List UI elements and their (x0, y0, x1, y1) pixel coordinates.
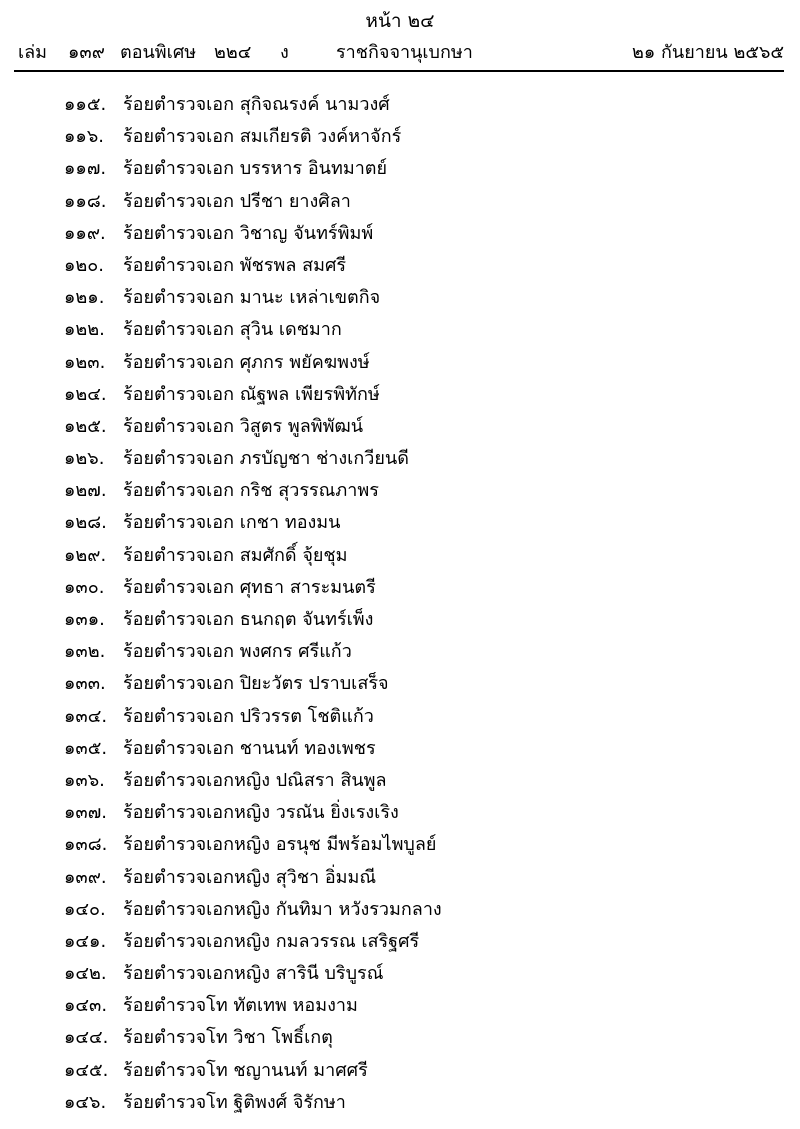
item-number: ๑๔๓. (64, 995, 108, 1017)
item-name: ร้อยตำรวจเอก มานะ เหล่าเขตกิจ (123, 287, 381, 309)
item-name: ร้อยตำรวจเอก ชานนท์ ทองเพชร (123, 737, 376, 759)
item-number: ๑๒๙. (64, 544, 107, 566)
list-item (0, 475, 800, 507)
list-item (0, 701, 800, 733)
item-name: ร้อยตำรวจเอก กริช สุวรรณภาพร (123, 480, 379, 502)
publication-date: ๒๑ กันยายน ๒๕๖๕ (632, 42, 784, 63)
list-item (0, 153, 800, 185)
list-item (0, 765, 800, 797)
item-name: ร้อยตำรวจเอก พัชรพล สมศรี (123, 254, 347, 276)
item-number: ๑๓๔. (64, 705, 108, 727)
item-name: ร้อยตำรวจเอกหญิง กันทิมา หวังรวมกลาง (123, 898, 442, 920)
name-list (0, 89, 800, 1119)
item-number: ๑๒๗. (64, 480, 107, 502)
item-name: ร้อยตำรวจเอก ภรบัญชา ช่างเกวียนดี (123, 448, 409, 470)
item-number: ๑๒๓. (64, 351, 106, 373)
list-item (0, 668, 800, 700)
item-name: ร้อยตำรวจเอก ณัฐพล เพียรพิทักษ์ (123, 383, 380, 405)
item-name: ร้อยตำรวจโท ทัตเทพ หอมงาม (123, 995, 358, 1017)
list-item (0, 443, 800, 475)
section-number: ๒๒๔ (214, 42, 252, 63)
item-name: ร้อยตำรวจเอกหญิง สุวิชา อิ่มมณี (123, 866, 377, 888)
item-name: ร้อยตำรวจเอก สุกิจณรงค์ นามวงศ์ (123, 94, 390, 115)
item-name: ร้อยตำรวจเอก สมเกียรติ วงค์หาจักร์ (123, 126, 402, 148)
list-item (0, 572, 800, 604)
item-name: ร้อยตำรวจเอกหญิง วรณัน ยิ่งเรงเริง (123, 802, 399, 824)
item-name: ร้อยตำรวจโท วิชา โพธิ์เกตุ (123, 1027, 333, 1049)
list-item (0, 604, 800, 636)
item-name: ร้อยตำรวจเอก ศุภกร พยัคฆพงษ์ (123, 351, 370, 373)
item-number: ๑๓๐. (64, 576, 105, 598)
list-item (0, 1087, 800, 1119)
item-name: ร้อยตำรวจเอก วิสูตร พูลพิพัฒน์ (123, 415, 364, 437)
item-number: ๑๑๙. (64, 222, 106, 244)
list-item (0, 507, 800, 539)
item-number: ๑๑๕. (64, 94, 107, 115)
list-item (0, 89, 800, 121)
item-number: ๑๒๕. (64, 415, 107, 437)
volume-number: ๑๓๙ (68, 42, 105, 63)
list-item (0, 1055, 800, 1087)
item-number: ๑๒๖. (64, 448, 105, 470)
page-number: หน้า ๒๔ (365, 10, 435, 32)
item-number: ๑๒๐. (64, 254, 104, 276)
item-number: ๑๓๘. (64, 834, 108, 856)
item-name: ร้อยตำรวจเอกหญิง ปณิสรา สินพูล (123, 769, 387, 791)
list-item (0, 121, 800, 153)
list-item (0, 411, 800, 443)
item-number: ๑๓๒. (64, 641, 106, 663)
list-item (0, 797, 800, 829)
item-number: ๑๓๖. (64, 769, 105, 791)
list-item (0, 218, 800, 250)
item-name: ร้อยตำรวจเอกหญิง อรนุช มีพร้อมไพบูลย์ (123, 834, 437, 856)
list-item (0, 540, 800, 572)
item-name: ร้อยตำรวจเอก พงศกร ศรีแก้ว (123, 641, 352, 663)
item-name: ร้อยตำรวจเอก ปรีชา ยางศิลา (123, 190, 351, 212)
list-item (0, 926, 800, 958)
item-number: ๑๓๕. (64, 737, 108, 759)
item-number: ๑๓๗. (64, 802, 107, 824)
item-number: ๑๔๖. (64, 1091, 107, 1113)
item-number: ๑๒๒. (64, 319, 105, 341)
list-item (0, 894, 800, 926)
list-item (0, 733, 800, 765)
list-item (0, 186, 800, 218)
header-divider (14, 70, 784, 72)
item-number: ๑๔๐. (64, 898, 106, 920)
item-number: ๑๔๑. (64, 930, 107, 952)
item-name: ร้อยตำรวจเอก สุวิน เดชมาก (123, 319, 342, 341)
volume-label: เล่ม (18, 42, 48, 63)
list-item (0, 379, 800, 411)
item-number: ๑๔๒. (64, 963, 107, 985)
item-number: ๑๔๔. (64, 1027, 109, 1049)
item-name: ร้อยตำรวจเอก บรรหาร อินทมาตย์ (123, 158, 388, 180)
list-item (0, 282, 800, 314)
item-name: ร้อยตำรวจเอก ธนกฤต จันทร์เพ็ง (123, 609, 374, 630)
item-number: ๑๒๑. (64, 287, 105, 309)
list-item (0, 958, 800, 990)
list-item (0, 636, 800, 668)
item-number: ๑๑๗. (64, 158, 107, 180)
list-item (0, 314, 800, 346)
list-item (0, 250, 800, 282)
item-name: ร้อยตำรวจเอกหญิง กมลวรรณ เสริฐศรี (123, 930, 420, 952)
list-item (0, 829, 800, 861)
item-name: ร้อยตำรวจเอก ปริวรรต โชติแก้ว (123, 705, 374, 727)
list-item (0, 862, 800, 894)
item-name: ร้อยตำรวจเอกหญิง สารินี บริบูรณ์ (123, 963, 384, 985)
item-name: ร้อยตำรวจเอก วิชาญ จันทร์พิมพ์ (123, 222, 374, 244)
item-name: ร้อยตำรวจเอก สมศักดิ์ จุ้ยชุม (123, 544, 348, 566)
list-item (0, 990, 800, 1022)
section-label: ตอนพิเศษ (120, 42, 197, 63)
item-number: ๑๑๖. (64, 126, 104, 148)
item-name: ร้อยตำรวจเอก ปิยะวัตร ปราบเสร็จ (123, 673, 389, 695)
item-name: ร้อยตำรวจโท ฐิติพงศ์ จิรักษา (123, 1091, 346, 1113)
item-number: ๑๒๔. (64, 383, 107, 405)
gazette-header (14, 40, 784, 66)
item-number: ๑๓๙. (64, 866, 107, 888)
item-number: ๑๓๑. (64, 609, 105, 630)
item-number: ๑๒๘. (64, 512, 107, 534)
section-letter: ง (280, 42, 289, 63)
item-name: ร้อยตำรวจโท ชญานนท์ มาศศรี (123, 1059, 368, 1081)
item-name: ร้อยตำรวจเอก ศุทธา สาระมนตรี (123, 576, 376, 598)
list-item (0, 1022, 800, 1054)
item-number: ๑๓๓. (64, 673, 106, 695)
item-number: ๑๔๕. (64, 1059, 109, 1081)
item-name: ร้อยตำรวจเอก เกชา ทองมน (123, 512, 341, 534)
item-number: ๑๑๘. (64, 190, 107, 212)
list-item (0, 347, 800, 379)
gazette-title: ราชกิจจานุเบกษา (336, 42, 473, 63)
